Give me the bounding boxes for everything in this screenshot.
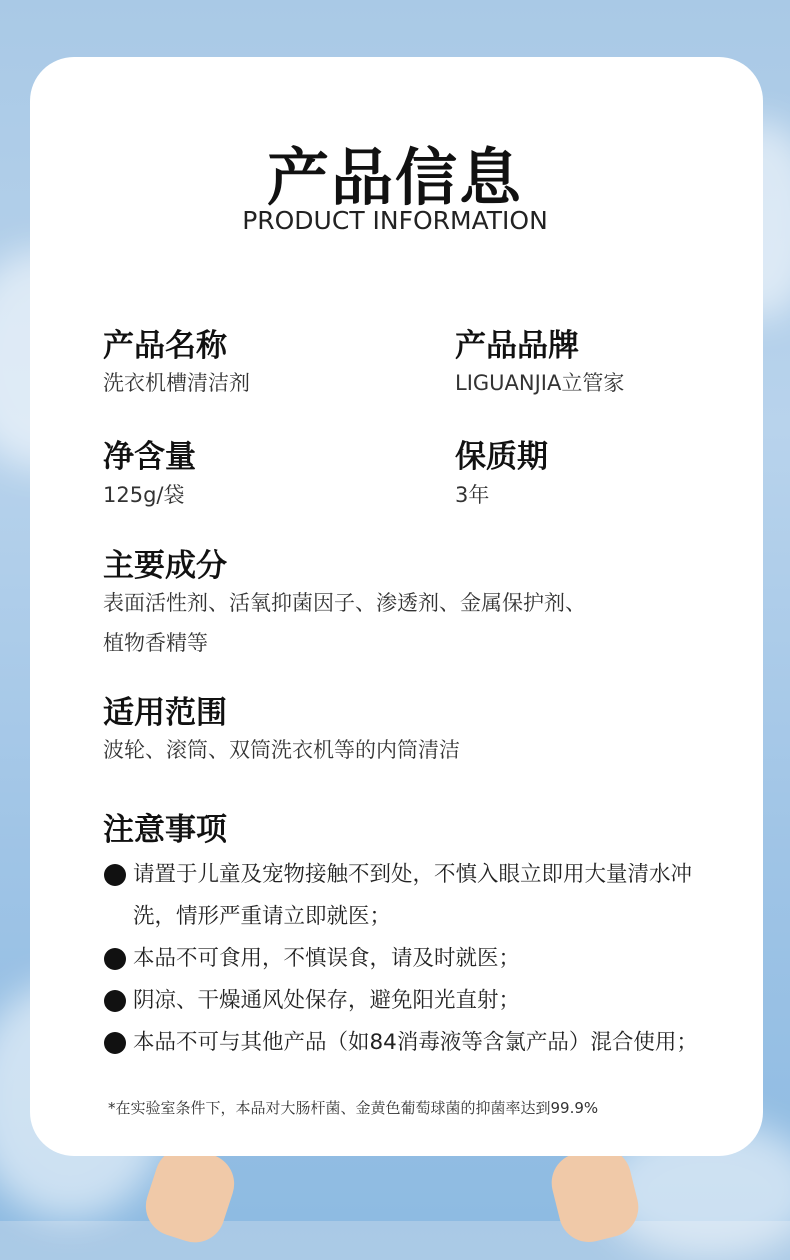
bullet-icon (104, 948, 126, 970)
footnote: *在实验室条件下，本品对大肠杆菌、金黄色葡萄球菌的抑菌率达到99.9% (108, 1099, 599, 1117)
scope-value: 波轮、滚筒、双筒洗衣机等的内筒清洁 (103, 738, 460, 762)
page-subtitle: PRODUCT INFORMATION (242, 206, 548, 235)
ingredients-label: 主要成分 (103, 548, 227, 584)
shelf-life-label: 保质期 (455, 439, 548, 475)
net-content-label: 净含量 (103, 439, 196, 475)
note-item-4: 本品不可与其他产品（如84消毒液等含氯产品）混合使用； (133, 1030, 698, 1055)
bullet-icon (104, 1032, 126, 1054)
brand-label: 产品品牌 (455, 328, 579, 364)
note-item-1-line1: 请置于儿童及宠物接触不到处，不慎入眼立即用大量清水冲 (133, 862, 693, 887)
bullet-icon (104, 864, 126, 886)
scope-label: 适用范围 (103, 695, 227, 731)
note-item-2: 本品不可食用，不慎误食，请及时就医； (133, 946, 521, 971)
shelf-life-value: 3年 (455, 483, 490, 507)
note-item-1-line2: 洗，情形严重请立即就医； (133, 904, 392, 929)
brand-value: LIGUANJIA立管家 (455, 371, 625, 395)
page-title: 产品信息 (266, 141, 523, 214)
ingredients-value-line2: 植物香精等 (103, 631, 208, 655)
product-name-label: 产品名称 (103, 328, 227, 364)
bullet-icon (104, 990, 126, 1012)
ingredients-value-line1: 表面活性剂、活氧抑菌因子、渗透剂、金属保护剂、 (103, 591, 586, 615)
product-name-value: 洗衣机槽清洁剂 (103, 371, 250, 395)
net-content-value: 125g/袋 (103, 483, 185, 507)
notes-label: 注意事项 (103, 812, 227, 848)
note-item-3: 阴凉、干燥通风处保存，避免阳光直射； (133, 988, 521, 1013)
